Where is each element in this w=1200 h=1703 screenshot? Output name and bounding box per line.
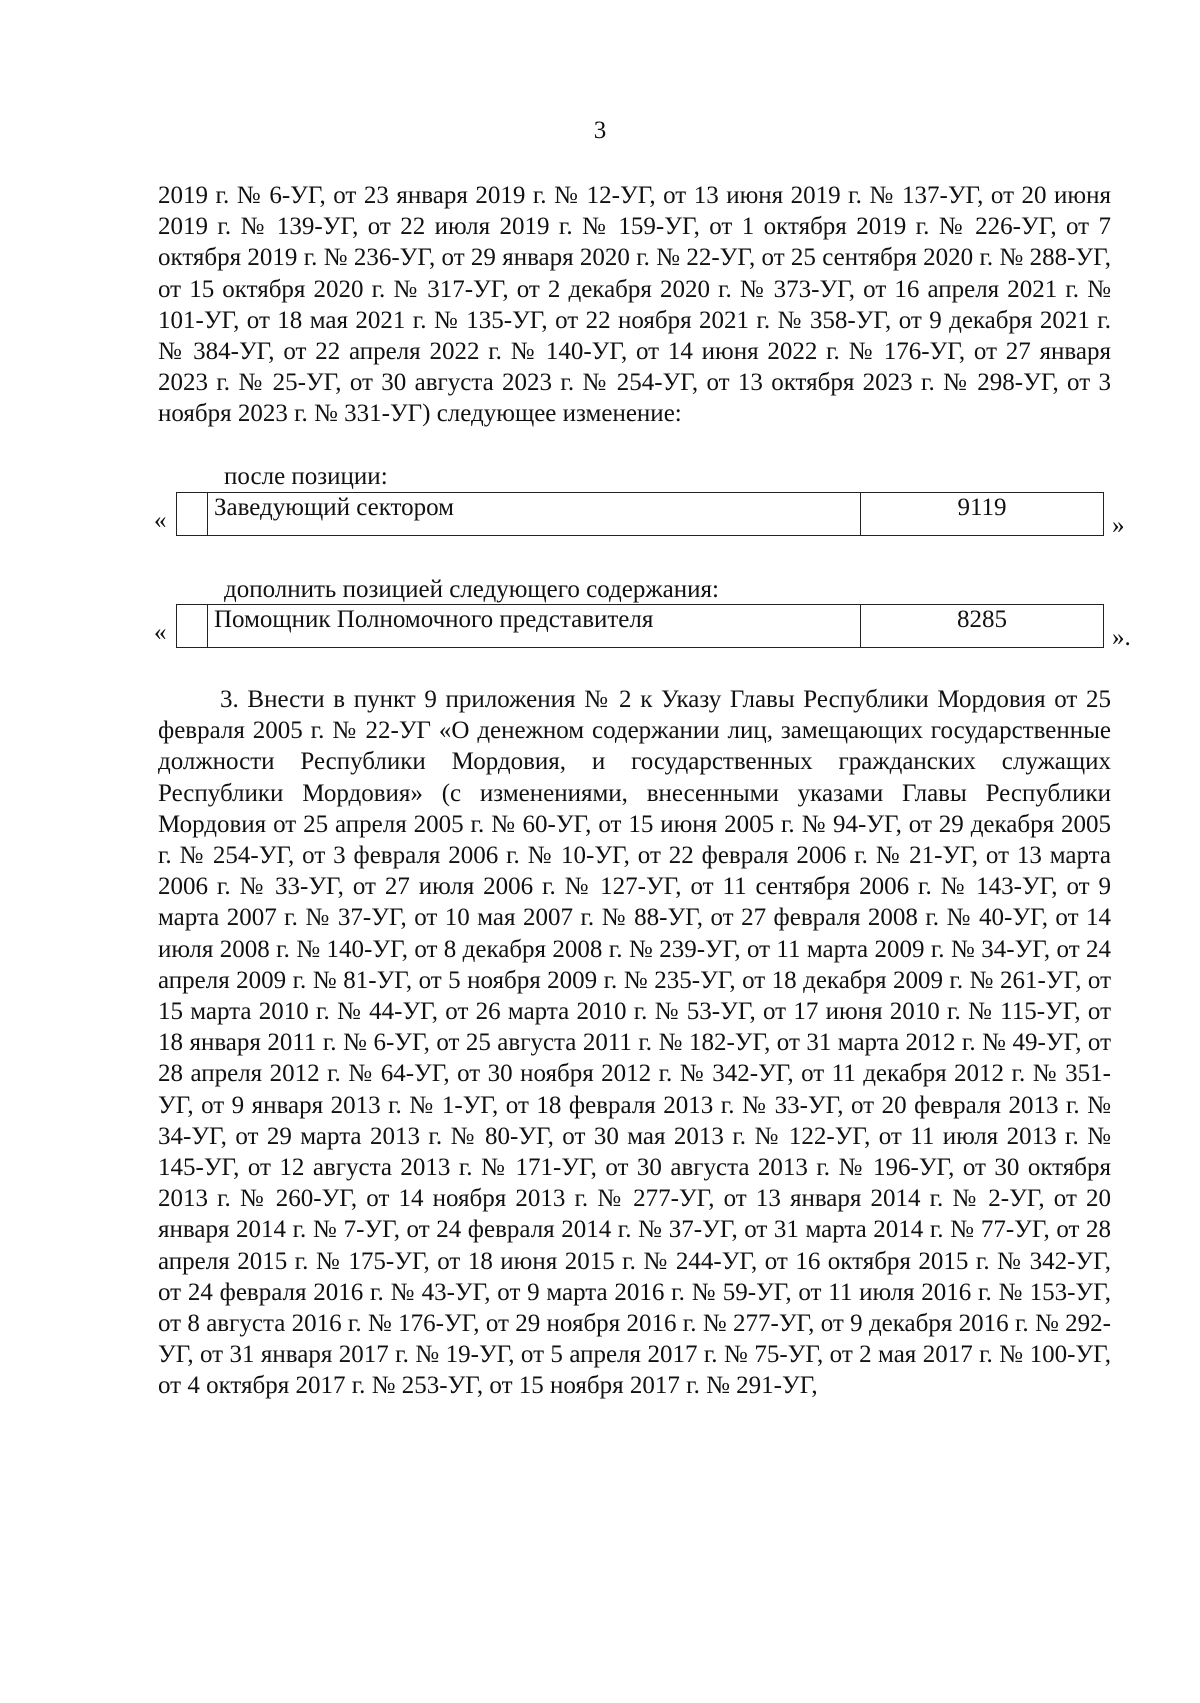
position-table-add — [176, 604, 1104, 648]
table-cell-position-code: 9119 — [861, 493, 1104, 536]
paragraph-item-3: 3. Внести в пункт 9 приложения № 2 к Указу Главы Республики Мордовия от 25 февраля 2005 г. № 22-УГ «О денежном содержании лиц, замещающих государственные должности Республики Мордовия, и государственных гражданских служащих Республики Мордовия» (с изменениями, внесенными указами Главы Республики Мордовия от 25 апреля 2005 г. № 60-УГ, от 15 июня 2005 г. № 94-УГ, от 29 декабря 2005 г. № 254-УГ, от 3 февраля 2006 г. № 10-УГ, от 22 февраля 2006 г. № 21-УГ, от 13 марта 2006 г. № 33-УГ, от 27 июля 2006 г. № 127-УГ, от 11 сентября 2006 г. № 143-УГ, от 9 марта 2007 г. № 37-УГ, от 10 мая 2007 г. № 88-УГ, от 27 февраля 2008 г. № 40-УГ, от 14 июля 2008 г. № 140-УГ, от 8 декабря 2008 г. № 239-УГ, от 11 марта 2009 г. № 34-УГ, от 24 апреля 2009 г. № 81-УГ, от 5 ноября 2009 г. № 235-УГ, от 18 декабря 2009 г. № 261-УГ, от 15 марта 2010 г. № 44-УГ, от 26 марта 2010 г. № 53-УГ, от 17 июня 2010 г. № 115-УГ, от 18 января 2011 г. № 6-УГ, от 25 августа 2011 г. № 182-УГ, от 31 марта 2012 г. № 49-УГ, от 28 апреля 2012 г. № 64-УГ, от 30 ноября 2012 г. № 342-УГ, от 11 декабря 2012 г. № 351-УГ, от 9 января 2013 г. № 1-УГ, от 18 февраля 2013 г. № 33-УГ, от 20 февраля 2013 г. № 34-УГ, от 29 марта 2013 г. № 80-УГ, от 30 мая 2013 г. № 122-УГ, от 11 июля 2013 г. № 145-УГ, от 12 августа 2013 г. № 171-УГ, от 30 августа 2013 г. № 196-УГ, от 30 октября 2013 г. № 260-УГ, от 14 ноября 2013 г. № 277-УГ, от 13 января 2014 г. № 2-УГ, от 20 января 2014 г. № 7-УГ, от 24 февраля 2014 г. № 37-УГ, от 31 марта 2014 г. № 77-УГ, от 28 апреля 2015 г. № 175-УГ, от 18 июня 2015 г. № 244-УГ, от 16 октября 2015 г. № 342-УГ, от 24 февраля 2016 г. № 43-УГ, от 9 марта 2016 г. № 59-УГ, от 11 июля 2016 г. № 153-УГ, от 8 августа 2016 г. № 176-УГ, от 29 ноября 2016 г. № 277-УГ, от 9 декабря 2016 г. № 292-УГ, от 31 января 2017 г. № 19-УГ, от 5 апреля 2017 г. № 75-УГ, от 2 мая 2017 г. № 100-УГ, от 4 октября 2017 г. № 253-УГ, от 15 ноября 2017 г. № 291-УГ, — [158, 686, 1111, 1400]
table-cell-position-name: Заведующий сектором — [208, 493, 861, 536]
table-cell-number — [177, 493, 208, 536]
position-table-after — [176, 492, 1104, 536]
add-position-label: дополнить позицией следующего содержания: — [224, 576, 719, 603]
open-quote: « — [154, 507, 167, 534]
close-quote: ». — [1112, 624, 1131, 651]
table-cell-position-code: 8285 — [861, 605, 1104, 648]
table-cell-position-name: Помощник Полномочного представителя — [208, 605, 861, 648]
after-position-label: после позиции: — [224, 463, 388, 490]
close-quote: » — [1112, 512, 1125, 539]
table-row — [177, 605, 1104, 648]
table-row — [177, 493, 1104, 536]
table-cell-number — [177, 605, 208, 648]
page-number: 3 — [593, 117, 607, 144]
open-quote: « — [154, 619, 167, 646]
paragraph-amendments-list: 2019 г. № 6-УГ, от 23 января 2019 г. № 12-УГ, от 13 июня 2019 г. № 137-УГ, от 20 июня 2019 г. № 139-УГ, от 22 июля 2019 г. № 159-УГ, от 1 октября 2019 г. № 226-УГ, от 7 октября 2019 г. № 236-УГ, от 29 января 2020 г. № 22-УГ, от 25 сентября 2020 г. № 288-УГ, от 15 октября 2020 г. № 317-УГ, от 2 декабря 2020 г. № 373-УГ, от 16 апреля 2021 г. № 101-УГ, от 18 мая 2021 г. № 135-УГ, от 22 ноября 2021 г. № 358-УГ, от 9 декабря 2021 г. № 384-УГ, от 22 апреля 2022 г. № 140-УГ, от 14 июня 2022 г. № 176-УГ, от 27 января 2023 г. № 25-УГ, от 30 августа 2023 г. № 254-УГ, от 13 октября 2023 г. № 298-УГ, от 3 ноября 2023 г. № 331-УГ) следующее изменение: — [158, 182, 1111, 428]
